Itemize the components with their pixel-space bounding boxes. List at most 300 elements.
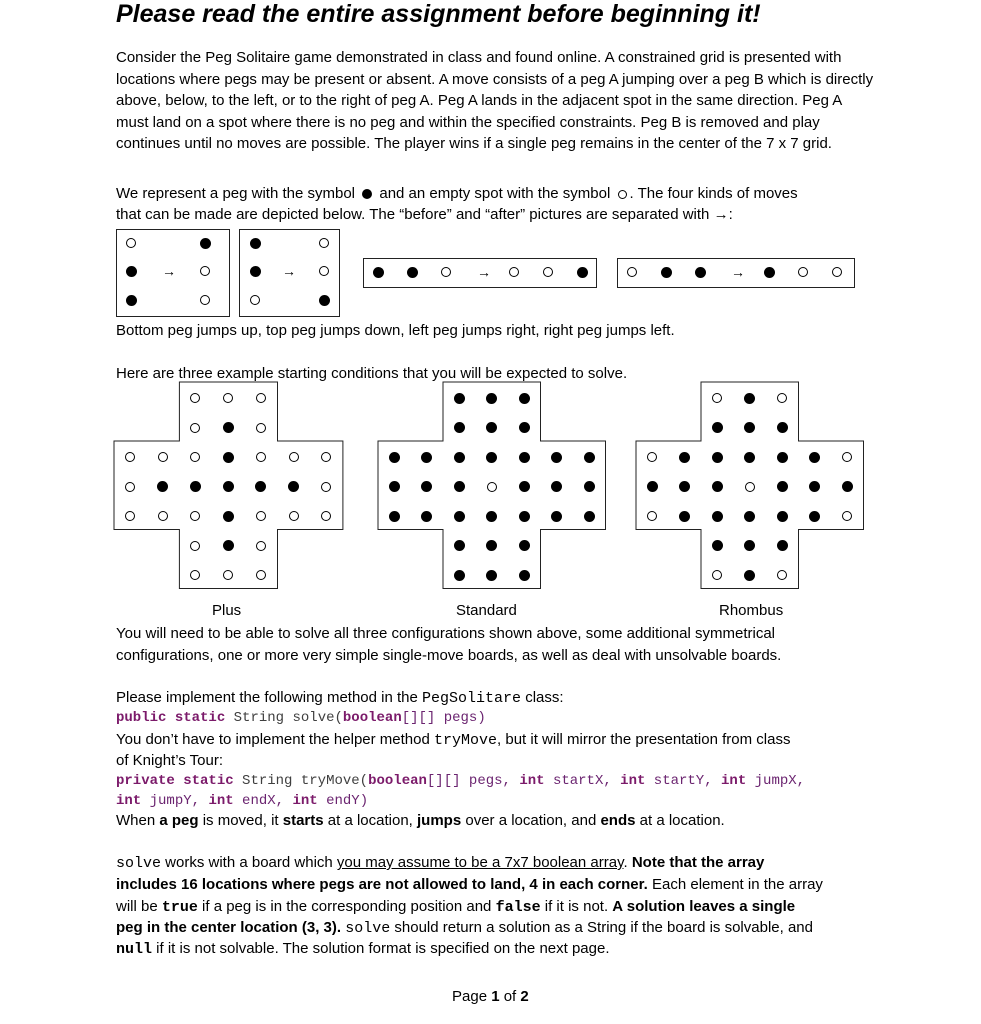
text: When [116, 812, 160, 829]
kw: private [116, 773, 175, 789]
board-rhombus-cell [805, 447, 825, 467]
board-rhombus-cell [740, 447, 760, 467]
board-rhombus-cell [740, 477, 760, 497]
board-plus-cell [284, 477, 304, 497]
move-cell [195, 233, 215, 253]
empty-spot-icon [200, 266, 210, 276]
peg-icon [679, 511, 690, 522]
empty-spot-icon [487, 482, 497, 492]
empty-spot-icon [777, 393, 787, 403]
peg-icon [744, 422, 755, 433]
kw: boolean [342, 710, 402, 726]
text: if it is not solvable. The solution format is specified on the next page. [152, 940, 610, 957]
text: A solution leaves a single [612, 898, 796, 915]
board-standard-cell [417, 477, 437, 497]
board-rhombus-cell [772, 447, 792, 467]
board-plus-cell [251, 447, 271, 467]
board-rhombus-cell [772, 565, 792, 585]
board-standard-cell [384, 477, 404, 497]
empty-spot-icon [256, 423, 266, 433]
empty-spot-icon [321, 511, 331, 521]
text: We represent a peg with the symbol [116, 185, 356, 202]
empty-spot-icon [256, 511, 266, 521]
kw: int [208, 793, 234, 809]
peg-icon [777, 452, 788, 463]
empty-spot-icon [190, 511, 200, 521]
empty-spot-icon [712, 570, 722, 580]
empty-symbol-icon [618, 190, 627, 199]
move-cell [314, 233, 334, 253]
board-plus-cell [251, 477, 271, 497]
peg-icon [454, 481, 465, 492]
move-cell [368, 262, 388, 282]
empty-spot-icon [256, 541, 266, 551]
peg-icon [200, 238, 211, 249]
solve-desc-2 [116, 874, 823, 895]
peg-icon [551, 511, 562, 522]
kw: static [183, 773, 234, 789]
peg-icon [421, 481, 432, 492]
board-rhombus-cell [805, 477, 825, 497]
text: you may assume to be a 7x7 boolean array [336, 854, 624, 871]
board-rhombus-cell [707, 447, 727, 467]
move-cell [793, 262, 813, 282]
board-rhombus-cell [772, 388, 792, 408]
peg-icon [712, 452, 723, 463]
page-title: Please read the entire assignment before beginning it! [116, 0, 761, 28]
empty-spot-icon [543, 267, 553, 277]
board-standard-cell [547, 506, 567, 526]
board-plus-cell [218, 506, 238, 526]
peg-icon [486, 570, 497, 581]
trymove-signature-1 [116, 771, 805, 792]
peg-icon [255, 481, 266, 492]
board-plus-cell [251, 506, 271, 526]
peg-icon [519, 452, 530, 463]
caption-rhombus: Rhombus [719, 602, 784, 619]
text: of [499, 988, 521, 1005]
text: if it is not. [540, 898, 613, 915]
board-standard-cell [384, 506, 404, 526]
text: Note that the array [631, 854, 765, 871]
solve-signature [116, 708, 486, 729]
text: Please implement the following method in the [116, 689, 423, 706]
move-cell [195, 290, 215, 310]
empty-spot-icon [832, 267, 842, 277]
move-cell [245, 233, 265, 253]
peg-icon [712, 511, 723, 522]
board-rhombus-cell [707, 388, 727, 408]
peg-icon [126, 295, 137, 306]
move-cell [402, 262, 422, 282]
empty-spot-icon [745, 482, 755, 492]
peg-icon [695, 267, 706, 278]
helper-name: tryMove [434, 732, 498, 749]
board-standard-cell [449, 447, 469, 467]
peg-icon [407, 267, 418, 278]
peg-icon [454, 570, 465, 581]
solve-desc-1 [116, 852, 764, 874]
board-standard-cell [449, 565, 469, 585]
empty-spot-icon [190, 541, 200, 551]
text: starts [282, 812, 324, 829]
symbol-line-1 [116, 183, 798, 204]
params: [][] pegs) [401, 710, 486, 726]
peg-icon [519, 393, 530, 404]
empty-spot-icon [223, 393, 233, 403]
peg-icon [584, 481, 595, 492]
symbol-line-2 [116, 204, 733, 225]
board-rhombus-cell [707, 418, 727, 438]
intro-paragraph: Consider the Peg Solitaire game demonstrated in class and found online. A constrained grid is presented with locations where pegs may be present or absent. A move consists of a peg A jumping over a peg B which is directly above, below, to the left, or to the right of peg A. Peg A lands in the adjacent spot in the same direction. Peg A must land on a spot where there is no peg and within the specified constraints. Peg B is removed and play continues until no moves are possible. The player wins if a single peg remains in the center of the 7 x 7 grid. [116, 49, 874, 152]
peg-icon [486, 393, 497, 404]
text: will be [116, 898, 162, 915]
move-cell [690, 262, 710, 282]
peg-icon [744, 393, 755, 404]
peg-icon [421, 452, 432, 463]
board-standard-cell [482, 447, 502, 467]
empty-spot-icon [441, 267, 451, 277]
arrow-icon: → [731, 264, 745, 280]
arrow-glyph: → [713, 206, 729, 223]
empty-spot-icon [158, 511, 168, 521]
empty-spot-icon [200, 295, 210, 305]
board-standard-cell [482, 418, 502, 438]
board-plus-cell [284, 506, 304, 526]
text: is moved, it [198, 812, 283, 829]
board-plus-cell [218, 477, 238, 497]
peg-icon [486, 452, 497, 463]
page-footer [452, 986, 529, 1007]
board-plus-cell [120, 447, 140, 467]
param: startX, [544, 773, 621, 789]
text: that can be made are depicted below. The “before” and “after” pictures are separated with [116, 206, 710, 223]
peg-icon [809, 481, 820, 492]
implement-line [116, 687, 564, 709]
board-rhombus-cell [707, 477, 727, 497]
text: should return a solution as a String if the board is solvable, and [390, 919, 813, 936]
empty-spot-icon [125, 511, 135, 521]
page-total: 2 [520, 988, 529, 1005]
peg-icon [288, 481, 299, 492]
board-rhombus-cell [707, 536, 727, 556]
board-standard-cell [547, 447, 567, 467]
empty-spot-icon [798, 267, 808, 277]
peg-icon [157, 481, 168, 492]
empty-spot-icon [321, 482, 331, 492]
peg-icon [551, 481, 562, 492]
solve-all-paragraph: You will need to be able to solve all three configurations shown above, some additional symmetrical configurations, one or more very simple single-move boards, as well as deal with unsolvable boards. [116, 625, 782, 664]
helper-line [116, 729, 790, 751]
board-standard-cell [482, 565, 502, 585]
empty-spot-icon [289, 511, 299, 521]
peg-icon [584, 511, 595, 522]
board-plus-cell [120, 506, 140, 526]
page-number: 1 [491, 988, 500, 1005]
empty-spot-icon [125, 482, 135, 492]
method: solve( [292, 710, 343, 726]
board-rhombus-cell [642, 447, 662, 467]
empty-spot-icon [250, 295, 260, 305]
move-cell [245, 261, 265, 281]
move-cell [572, 262, 592, 282]
kw: int [292, 793, 318, 809]
board-rhombus-cell [772, 477, 792, 497]
peg-icon [126, 266, 137, 277]
text: peg in the center location (3, 3). [116, 919, 342, 936]
text: if a peg is in the corresponding position and [197, 898, 496, 915]
peg-icon [454, 452, 465, 463]
board-standard-cell [514, 506, 534, 526]
empty-spot-icon [777, 570, 787, 580]
move-cell [504, 262, 524, 282]
board-rhombus-cell [740, 418, 760, 438]
board-plus-cell [185, 477, 205, 497]
board-rhombus-cell [675, 477, 695, 497]
peg-icon [389, 452, 400, 463]
arrow-icon: → [282, 263, 296, 279]
arrow-icon: → [477, 264, 491, 280]
board-plus-cell [218, 388, 238, 408]
peg-icon [250, 266, 261, 277]
peg-icon [744, 570, 755, 581]
peg-icon [454, 540, 465, 551]
helper-line-2: of Knight’s Tour: [116, 752, 224, 769]
when-line [116, 810, 725, 831]
board-plus-cell [218, 418, 238, 438]
param: startY, [645, 773, 722, 789]
board-plus-cell [185, 536, 205, 556]
empty-spot-icon [321, 452, 331, 462]
code: false [495, 899, 541, 916]
peg-icon [454, 422, 465, 433]
text: class: [521, 689, 564, 706]
empty-spot-icon [256, 570, 266, 580]
board-standard-cell [514, 388, 534, 408]
board-plus-cell [218, 536, 238, 556]
empty-spot-icon [190, 452, 200, 462]
moves-caption: Bottom peg jumps up, top peg jumps down, left peg jumps right, right peg jumps left. [116, 322, 675, 339]
text: : [728, 206, 733, 223]
peg-icon [712, 422, 723, 433]
peg-icon [647, 481, 658, 492]
text: . [623, 854, 632, 871]
board-standard-cell [449, 536, 469, 556]
board-standard-cell [449, 418, 469, 438]
peg-icon [519, 511, 530, 522]
board-standard-cell [514, 447, 534, 467]
board-standard-cell [547, 477, 567, 497]
board-rhombus-cell [740, 388, 760, 408]
trymove-signature-2 [116, 791, 368, 812]
peg-icon [679, 481, 690, 492]
board-standard-cell [417, 447, 437, 467]
peg-icon [223, 511, 234, 522]
board-plus-cell [251, 536, 271, 556]
peg-icon [519, 570, 530, 581]
peg-icon [712, 540, 723, 551]
board-rhombus-cell [805, 506, 825, 526]
text: You don’t have to implement the helper method [116, 731, 434, 748]
caption-standard: Standard [456, 602, 517, 619]
empty-spot-icon [223, 570, 233, 580]
board-standard-cell [482, 477, 502, 497]
solve-desc-5 [116, 938, 610, 960]
peg-icon [486, 422, 497, 433]
board-standard-cell [514, 418, 534, 438]
text: at a location, [323, 812, 418, 829]
examples-intro: Here are three example starting conditions that you will be expected to solve. [116, 365, 628, 382]
peg-icon [777, 511, 788, 522]
kw: int [519, 773, 545, 789]
board-rhombus-cell [740, 536, 760, 556]
board-plus-cell [153, 477, 173, 497]
board-standard-cell [579, 506, 599, 526]
peg-icon [712, 481, 723, 492]
board-rhombus-cell [837, 506, 857, 526]
kw: public [116, 710, 167, 726]
move-cell [759, 262, 779, 282]
empty-spot-icon [319, 266, 329, 276]
empty-spot-icon [647, 511, 657, 521]
board-plus-cell [251, 388, 271, 408]
board-standard-cell [579, 447, 599, 467]
empty-spot-icon [190, 570, 200, 580]
move-cell [538, 262, 558, 282]
empty-spot-icon [627, 267, 637, 277]
empty-spot-icon [158, 452, 168, 462]
param: endX, [233, 793, 293, 809]
board-standard-cell [449, 477, 469, 497]
board-standard-cell [449, 388, 469, 408]
empty-spot-icon [319, 238, 329, 248]
board-standard-cell [449, 506, 469, 526]
peg-icon [679, 452, 690, 463]
peg-icon [764, 267, 775, 278]
board-plus-cell [218, 565, 238, 585]
peg-icon [584, 452, 595, 463]
board-rhombus-cell [772, 418, 792, 438]
board-rhombus-cell [707, 565, 727, 585]
board-plus-cell [218, 447, 238, 467]
empty-spot-icon [190, 393, 200, 403]
move-cell [121, 261, 141, 281]
peg-icon [842, 481, 853, 492]
peg-icon [454, 511, 465, 522]
peg-icon [809, 452, 820, 463]
text: at a location. [635, 812, 725, 829]
peg-icon [661, 267, 672, 278]
peg-icon [454, 393, 465, 404]
peg-icon [190, 481, 201, 492]
board-plus-cell [185, 447, 205, 467]
text: ends [600, 812, 636, 829]
empty-spot-icon [256, 452, 266, 462]
board-rhombus-cell [772, 506, 792, 526]
move-cell [245, 290, 265, 310]
move-cell [314, 290, 334, 310]
board-plus-cell [153, 506, 173, 526]
board-plus-cell [120, 477, 140, 497]
peg-icon [389, 481, 400, 492]
peg-icon [777, 540, 788, 551]
param: jumpX, [746, 773, 806, 789]
empty-spot-icon [712, 393, 722, 403]
board-plus-cell [316, 477, 336, 497]
kw: int [116, 793, 142, 809]
empty-spot-icon [647, 452, 657, 462]
peg-icon [250, 238, 261, 249]
peg-icon [486, 511, 497, 522]
type: String [242, 773, 293, 789]
board-plus-cell [316, 506, 336, 526]
text: over a location, and [461, 812, 601, 829]
move-cell [195, 261, 215, 281]
board-standard-cell [384, 447, 404, 467]
board-plus-cell [185, 388, 205, 408]
board-standard-cell [482, 506, 502, 526]
class-name: PegSolitare [422, 690, 522, 707]
kw: int [620, 773, 646, 789]
empty-spot-icon [842, 452, 852, 462]
board-rhombus-cell [707, 506, 727, 526]
peg-icon [223, 540, 234, 551]
peg-icon [389, 511, 400, 522]
text: jumps [417, 812, 462, 829]
board-rhombus-cell [740, 506, 760, 526]
peg-icon [519, 422, 530, 433]
board-rhombus-cell [642, 477, 662, 497]
text: works with a board which [161, 854, 337, 871]
peg-icon [319, 295, 330, 306]
code: true [161, 899, 198, 916]
board-rhombus-cell [675, 447, 695, 467]
text: . The four kinds of moves [629, 185, 798, 202]
board-plus-cell [185, 506, 205, 526]
board-plus-cell [284, 447, 304, 467]
board-standard-cell [514, 477, 534, 497]
board-plus-cell [251, 418, 271, 438]
peg-icon [519, 481, 530, 492]
peg-icon [421, 511, 432, 522]
board-rhombus-cell [675, 506, 695, 526]
method: tryMove( [300, 773, 369, 789]
board-plus-cell [185, 418, 205, 438]
peg-icon [223, 481, 234, 492]
board-rhombus-cell [837, 447, 857, 467]
peg-icon [577, 267, 588, 278]
empty-spot-icon [190, 423, 200, 433]
param: [][] pegs, [426, 773, 520, 789]
code: solve [345, 920, 391, 937]
peg-icon [551, 452, 562, 463]
board-plus-cell [153, 447, 173, 467]
move-cell [656, 262, 676, 282]
param: endY) [317, 793, 369, 809]
peg-icon [744, 540, 755, 551]
arrow-icon: → [162, 263, 176, 279]
empty-spot-icon [509, 267, 519, 277]
peg-icon [744, 452, 755, 463]
kw: static [174, 710, 226, 726]
peg-icon [519, 540, 530, 551]
text: includes 16 locations where pegs are not allowed to land, 4 in each corner. [116, 876, 648, 893]
board-rhombus-cell [772, 536, 792, 556]
board-plus-cell [185, 565, 205, 585]
board-standard-cell [482, 536, 502, 556]
peg-icon [373, 267, 384, 278]
empty-spot-icon [289, 452, 299, 462]
